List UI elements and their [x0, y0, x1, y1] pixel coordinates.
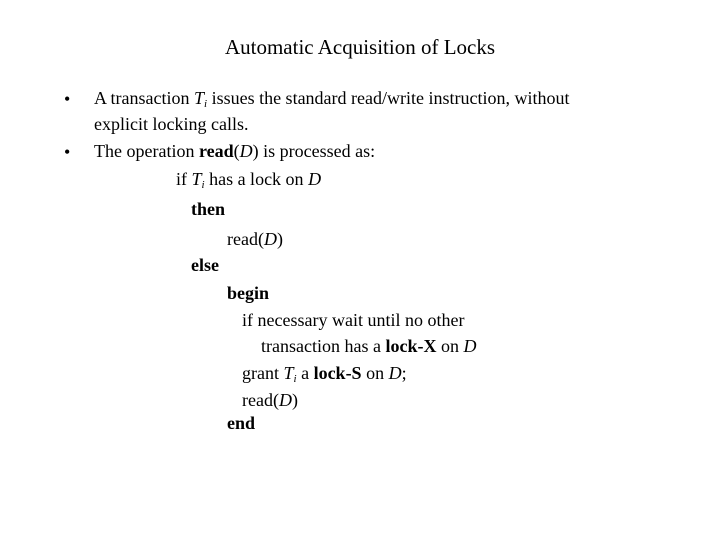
code-wait-line-2: [261, 335, 476, 357]
code-grant-i: i: [293, 373, 297, 385]
code-lock-x: lock-X: [385, 336, 437, 356]
code-lock-s: lock-S: [313, 363, 362, 383]
code-grant-pre: grant: [242, 363, 284, 383]
code-read2-close: ): [291, 390, 298, 410]
code-read2-D: D: [278, 390, 292, 410]
slide-title: Automatic Acquisition of Locks: [224, 35, 496, 59]
code-wait-line-1: if necessary wait until no other: [242, 310, 465, 330]
code-if-T: T: [191, 169, 202, 189]
b1-T: T: [193, 88, 204, 108]
bullet-1-marker: •: [64, 89, 71, 109]
code-wait2-D: D: [463, 336, 477, 356]
code-begin: begin: [227, 283, 270, 303]
bullet-2-marker: •: [64, 142, 71, 162]
code-read-line-2: [242, 389, 298, 411]
code-grant-mid: a: [296, 363, 314, 383]
b2-post: is processed as:: [258, 141, 376, 161]
code-if-keyword: if: [176, 169, 192, 189]
code-read-D: D: [263, 229, 277, 249]
b2-read: read: [198, 141, 234, 161]
code-read-close: ): [276, 229, 283, 249]
code-grant-semi: ;: [401, 363, 407, 383]
b1-pre: A transaction: [94, 88, 194, 108]
code-if-i: i: [201, 179, 205, 191]
code-grant-T: T: [283, 363, 294, 383]
code-wait2-on: on: [436, 336, 464, 356]
code-grant-on: on: [361, 363, 389, 383]
code-if-line: [176, 168, 321, 190]
code-then: then: [191, 199, 226, 219]
code-read-open: read(: [227, 229, 264, 249]
code-read-line-1: [227, 228, 283, 250]
b2-open: (: [233, 141, 240, 161]
code-end: end: [227, 413, 256, 433]
code-wait2-pre: transaction has a: [261, 336, 386, 356]
bullet-1-line-2: explicit locking calls.: [94, 114, 249, 134]
bullet-2-line: [94, 140, 375, 162]
code-if-mid: has a lock on: [204, 169, 309, 189]
b1-i: i: [204, 98, 208, 110]
b2-D: D: [239, 141, 253, 161]
code-else: else: [191, 255, 219, 275]
code-grant-D: D: [388, 363, 402, 383]
b2-pre: The operation: [94, 141, 199, 161]
code-read2-open: read(: [242, 390, 279, 410]
b2-close: ): [252, 141, 259, 161]
code-if-D: D: [308, 169, 322, 189]
code-grant-line: [242, 362, 407, 384]
b1-post: issues the standard read/write instruction, without: [207, 88, 570, 108]
bullet-1-line-1: [94, 87, 570, 109]
